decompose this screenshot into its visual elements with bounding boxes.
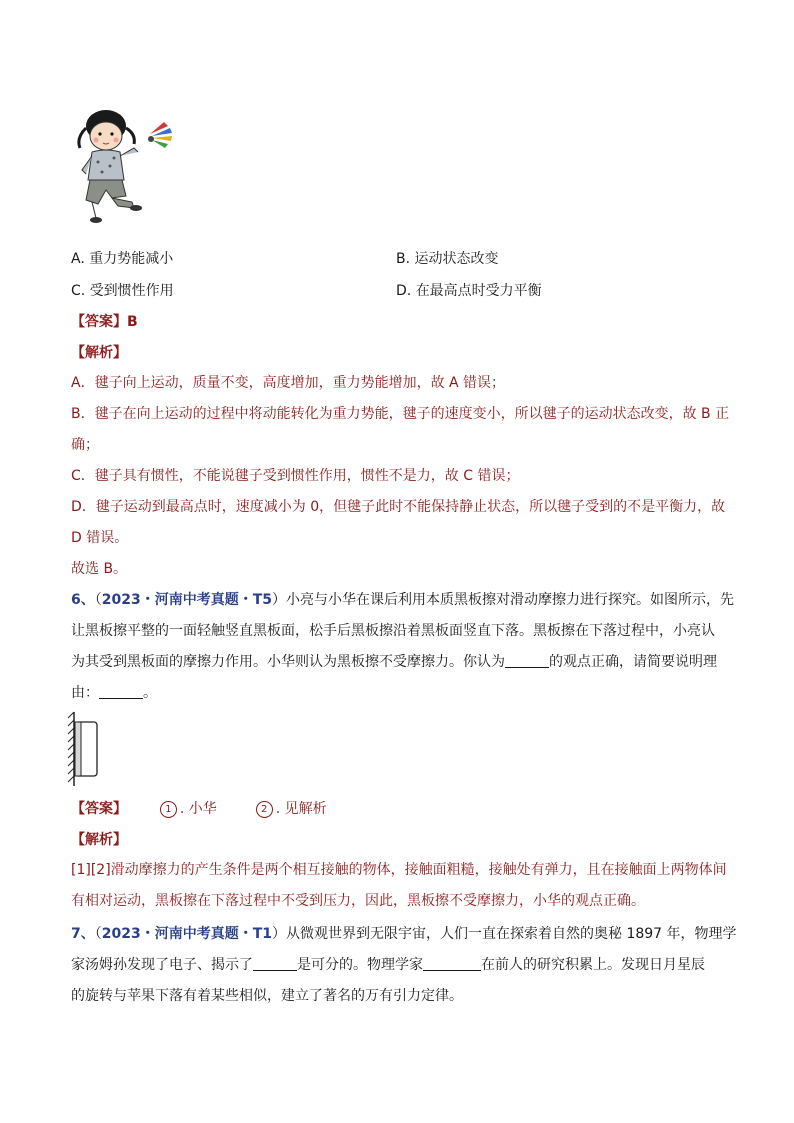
- option-d-key: D.: [396, 283, 416, 299]
- option-d: [396, 280, 542, 300]
- q5-answer-value: B: [127, 314, 138, 330]
- q6-answer-2-number: 2: [256, 801, 273, 818]
- q6-stem-line-4: [71, 683, 723, 703]
- q5-analysis-label: 【解析】: [71, 345, 127, 361]
- q6-source: 2023・河南中考真题・T5: [101, 592, 273, 608]
- q7-stem-line-2: [71, 955, 723, 975]
- option-c: [71, 280, 174, 300]
- q6-analysis-label: 【解析】: [71, 832, 127, 848]
- q6-analysis-line: 有相对运动，黑板擦在下落过程中不受到压力，因此，黑板擦不受摩擦力，小华的观点正确。: [71, 893, 645, 909]
- q6-source-open: （: [94, 592, 102, 608]
- q6-stem-line-1: [71, 590, 735, 610]
- q6-source-close: ）: [272, 592, 287, 608]
- q7-source-open: （: [94, 926, 102, 942]
- option-c-key: C.: [71, 283, 90, 299]
- q7-stem-text: 是可分的。物理学家: [297, 957, 423, 973]
- q7-stem-text: 家汤姆孙发现了电子、揭示了: [71, 957, 253, 973]
- q5-analysis-line: B．毽子在向上运动的过程中将动能转化为重力势能，毽子的速度变小，所以毽子的运动状态改变，故 B 正: [71, 406, 730, 422]
- q6-number: 6、: [71, 592, 95, 608]
- option-b-key: B.: [396, 251, 415, 267]
- q7-number: 7、: [71, 926, 95, 942]
- q5-analysis-line: A．毽子向上运动，质量不变，高度增加，重力势能增加，故 A 错误；: [71, 375, 506, 391]
- q7-blank-2: [423, 956, 481, 971]
- option-a-key: A.: [71, 251, 90, 267]
- q6-blank-1: [505, 653, 549, 668]
- girl-kicking-shuttlecock-illustration: [72, 104, 180, 226]
- q6-stem-text: 为其受到黑板面的摩擦力作用。小华则认为黑板擦不受摩擦力。你认为: [71, 654, 505, 670]
- q6-stem-line-2: 让黑板擦平整的一面轻触竖直黑板面，松手后黑板擦沿着黑板面竖直下落。黑板擦在下落过程中，小亮认: [71, 623, 715, 639]
- option-c-text: 受到惯性作用: [89, 283, 174, 299]
- q6-answer-label: 【答案】: [71, 801, 127, 817]
- q5-analysis-line: D 错误。: [71, 530, 129, 546]
- q5-analysis-line: 确；: [71, 437, 99, 453]
- q7-source: 2023・河南中考真题・T1: [101, 926, 273, 942]
- q6-blank-2: [99, 684, 143, 699]
- q6-stem-text: 小亮与小华在课后利用本质黑板擦对滑动摩擦力进行探究。如图所示，先: [286, 592, 735, 608]
- q5-analysis-line: D．毽子运动到最高点时，速度减小为 0，但毽子此时不能保持静止状态，所以毽子受到的不是平衡力，故: [71, 499, 726, 515]
- blackboard-eraser-on-wall-diagram: [66, 710, 106, 788]
- q6-answer: [71, 798, 327, 818]
- option-d-text: 在最高点时受力平衡: [415, 283, 542, 299]
- q6-answer-1: . 小华: [179, 801, 217, 817]
- q7-source-close: ）: [272, 926, 287, 942]
- option-a: [71, 248, 173, 268]
- q6-stem-text: 的观点正确，请简要说明理: [549, 654, 717, 670]
- q5-answer: [71, 311, 138, 331]
- q5-analysis-line: C．毽子具有惯性，不能说毽子受到惯性作用，惯性不是力，故 C 错误；: [71, 468, 520, 484]
- q6-analysis-line: [1][2]滑动摩擦力的产生条件是两个相互接触的物体，接触面粗糙，接触处有弹力，且在接触面上两物体间: [71, 862, 727, 878]
- option-b: [396, 248, 499, 268]
- option-b-text: 运动状态改变: [414, 251, 499, 267]
- q6-stem-line-3: [71, 652, 723, 672]
- q7-stem-text: 在前人的研究积累上。发现日月星辰: [481, 957, 705, 973]
- option-a-text: 重力势能减小: [89, 251, 174, 267]
- q7-blank-1: [253, 956, 297, 971]
- q7-stem-line-3: 的旋转与苹果下落有着某些相似，建立了著名的万有引力定律。: [71, 988, 463, 1004]
- q5-conclusion: 故选 B。: [71, 561, 128, 577]
- q5-answer-label: 【答案】: [71, 314, 127, 330]
- q6-answer-1-number: 1: [160, 801, 177, 818]
- q7-stem-line-1: [71, 924, 737, 944]
- q6-answer-2: . 见解析: [275, 801, 327, 817]
- q7-stem-text: 从微观世界到无限宇宙，人们一直在探索着自然的奥秘 1897 年，物理学: [286, 926, 737, 942]
- q6-stem-text: 。: [143, 685, 157, 701]
- q6-stem-text: 由：: [71, 685, 99, 701]
